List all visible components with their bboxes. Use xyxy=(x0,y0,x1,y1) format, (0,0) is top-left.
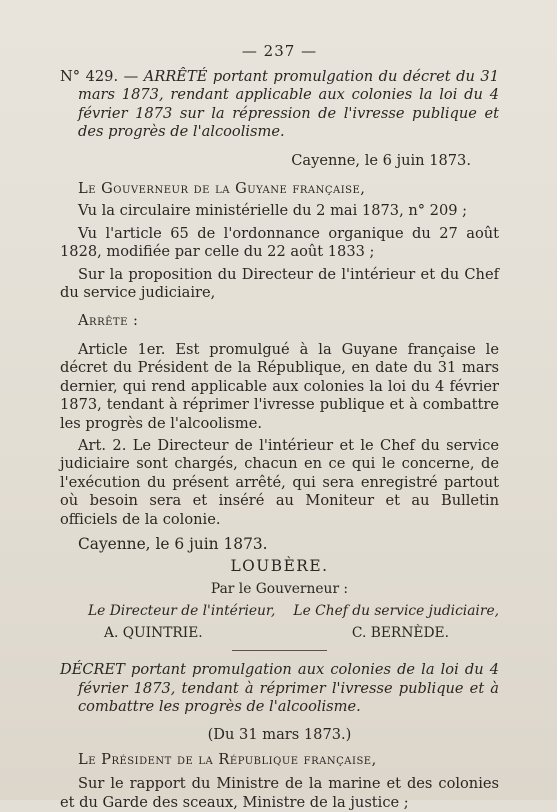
arrete-label: Arrête : xyxy=(78,312,139,330)
article-2: Art. 2. Le Directeur de l'intérieur et le Chef du service judiciaire sont chargés, chacun en ce qui le concerne, de l'exécution du présent arrêté, qui sera enregistré partout où besoin sera et inséré au Moniteur et au Bulletin officiels de la colonie. xyxy=(60,436,499,528)
signatory-name: LOUBÈRE. xyxy=(230,557,329,576)
director-interior-title: Le Directeur de l'intérieur, xyxy=(88,603,276,620)
visa-circulaire: Vu la circulaire ministérielle du 2 mai 1873, n° 209 ; xyxy=(78,202,468,220)
governor-line: Le Gouverneur de la Guyane française, xyxy=(78,180,366,198)
director-interior-name: A. QUINTRIE. xyxy=(104,625,203,642)
decret-heading: DÉCRET portant promulgation aux colonies de la loi du 4 février 1873, tendant à réprimer l'ivresse publique et à combattre les progrès de l'alcoolisme. xyxy=(60,661,499,715)
arrete-heading xyxy=(60,68,499,142)
signature-names-row xyxy=(60,624,499,642)
report-paragraph: Sur le rapport du Ministre de la marine et des colonies et du Garde des sceaux, Ministre de la justice ; xyxy=(60,775,499,811)
arrete-place-date: Cayenne, le 6 juin 1873. xyxy=(291,151,471,169)
chief-judicial-name: C. BERNÈDE. xyxy=(351,625,449,642)
signature-titles-row xyxy=(60,602,499,620)
president-line: Le Président de la République française, xyxy=(78,750,377,768)
section-divider xyxy=(232,650,327,651)
arrete-title: ARRÊTÉ portant promulgation du décret du 31 mars 1873, rendant applicable aux colonies la loi du 4 février 1873 sur la répression de l'ivresse publique et des progrès de l'alcoolisme. xyxy=(78,68,499,141)
by-governor-label: Par le Gouverneur : xyxy=(210,580,349,597)
chief-judicial-title: Le Chef du service judiciaire, xyxy=(293,603,499,620)
article-1: Article 1er. Est promulgué à la Guyane française le décret du Président de la République, en date du 31 mars dernier, qui rend applicable aux colonies la loi du 4 février 1873, tendant à réprimer l'ivresse publique et à combattre les progrès de l'alcoolisme. xyxy=(60,340,499,432)
visa-ordonnance: Vu l'article 65 de l'ordonnance organique du 27 août 1828, modifiée par celle du 22 août 1833 ; xyxy=(60,224,499,261)
arrete-number: N° 429. — xyxy=(60,68,144,85)
decret-date: (Du 31 mars 1873.) xyxy=(207,726,352,744)
page-number: — 237 — xyxy=(241,42,318,60)
proposal-paragraph: Sur la proposition du Directeur de l'intérieur et du Chef du service judiciaire, xyxy=(60,265,499,302)
closing-place-date: Cayenne, le 6 juin 1873. xyxy=(78,534,268,553)
